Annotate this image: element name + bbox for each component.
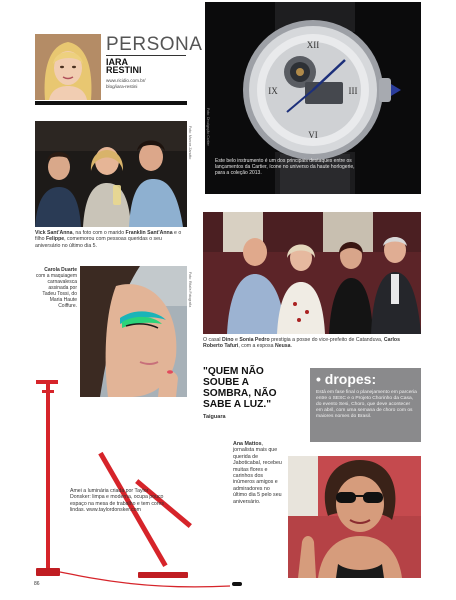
svg-text:XII: XII (306, 40, 320, 50)
quote-line: SOMBRA, NÃO (203, 388, 277, 399)
sonia-name: Sonia Pedro (239, 337, 270, 343)
watch-photo-credit: Foto: Divulgação Cartier (206, 108, 210, 146)
dropes-title: • dropes: (316, 371, 377, 387)
carola-makeup-photo (80, 266, 187, 397)
dino-name: Dino (222, 337, 234, 343)
vick-family-photo (35, 121, 187, 227)
dropes-box (310, 368, 421, 442)
carola-caption (35, 267, 77, 309)
posse-group-photo (203, 212, 421, 334)
watch-caption: Este belo instrumento é um dos principais destaques entre os lançamentos da Cartier, ícone no universo da haute horlogerie, para a coleção 2013. (215, 158, 355, 176)
caption-text: com a maquiagem carnavalesca assinada por Tadeu Tossi, do Maria Haute Coiffure. (35, 273, 77, 309)
quote-line: SABE A LUZ." (203, 399, 272, 410)
iara-portrait (35, 34, 101, 100)
posse-caption (203, 337, 421, 350)
persona-divider (106, 55, 186, 56)
svg-text:IX: IX (268, 86, 278, 96)
caption-text: O casal (203, 337, 223, 343)
caption-text: . (290, 343, 293, 350)
caption-text: , comemorou com pessoas queridas o seu aniversário no último dia 5. (35, 236, 162, 249)
quote-author: Taiguara (203, 414, 226, 420)
quote-line: "QUEM NÃO (203, 366, 264, 377)
carola-name: Carola Duarte (44, 267, 77, 273)
ana-caption (233, 441, 285, 505)
franklin-name: Franklin Sant'Anna (125, 230, 173, 236)
page-number: 86 (34, 581, 40, 587)
lamp-caption: Amei a luminária criada por Taylor Donsker: limpa e moderna, ocupa pouco espaço na mesa de trabalho e tem cores lindas. www.taylordonsker.com (70, 488, 165, 513)
svg-text:VI: VI (308, 130, 318, 140)
dropes-text: Está em fase final o planejamento em parceria entre o SESC e o Projeto Chorinho da Casa, do evento Sesi, Choro, que deve acontecer em abril, com uma semana de choro com os maiores nomes do Brasil. (316, 390, 417, 420)
ana-mattos-photo (288, 456, 421, 578)
blog-url-line1[interactable]: www.ricidio.com.br/ (106, 78, 146, 83)
red-desk-lamp (30, 380, 230, 590)
tafuri-name: Carlos Roberto Tafuri (203, 337, 400, 350)
quote-line: SOUBE A (203, 377, 250, 388)
caption-text: , com a esposa (238, 343, 275, 350)
felippe-name: Felippe (45, 236, 65, 243)
ana-name: Ana Mattos (233, 441, 262, 447)
caption-text: , jornalista mais que querida de Jaboticabal, recebeu muitas flores e carinhos dos inúmeros amigos e admiradores no último dia 5 pelo seu aniversário. (233, 441, 282, 505)
caption-text: e o filho (35, 230, 182, 243)
lamp-switch (232, 582, 242, 586)
vick-photo-credit: Foto: Marcos Zanutto (188, 126, 192, 160)
caption-text: , na foto com o marido (72, 230, 126, 236)
neusa-name: Neusa (274, 343, 291, 350)
header-bar (35, 101, 187, 105)
carola-photo-credit: Foto: Ritalis Fotografia (188, 272, 192, 308)
columnist-first-name: IARA (106, 57, 128, 67)
blog-url-line2[interactable]: blog/iara-restini (106, 84, 138, 89)
columnist-last-name: RESTINI (106, 65, 142, 75)
caption-text: prestigia a posse do vice-prefeito de Catanduva, (269, 337, 384, 343)
caption-text: e (233, 337, 240, 343)
section-title: PERSONA (106, 34, 203, 55)
svg-text:III: III (348, 86, 358, 96)
vick-caption (35, 230, 187, 249)
vick-name: Vick Sant'Anna (35, 230, 73, 236)
